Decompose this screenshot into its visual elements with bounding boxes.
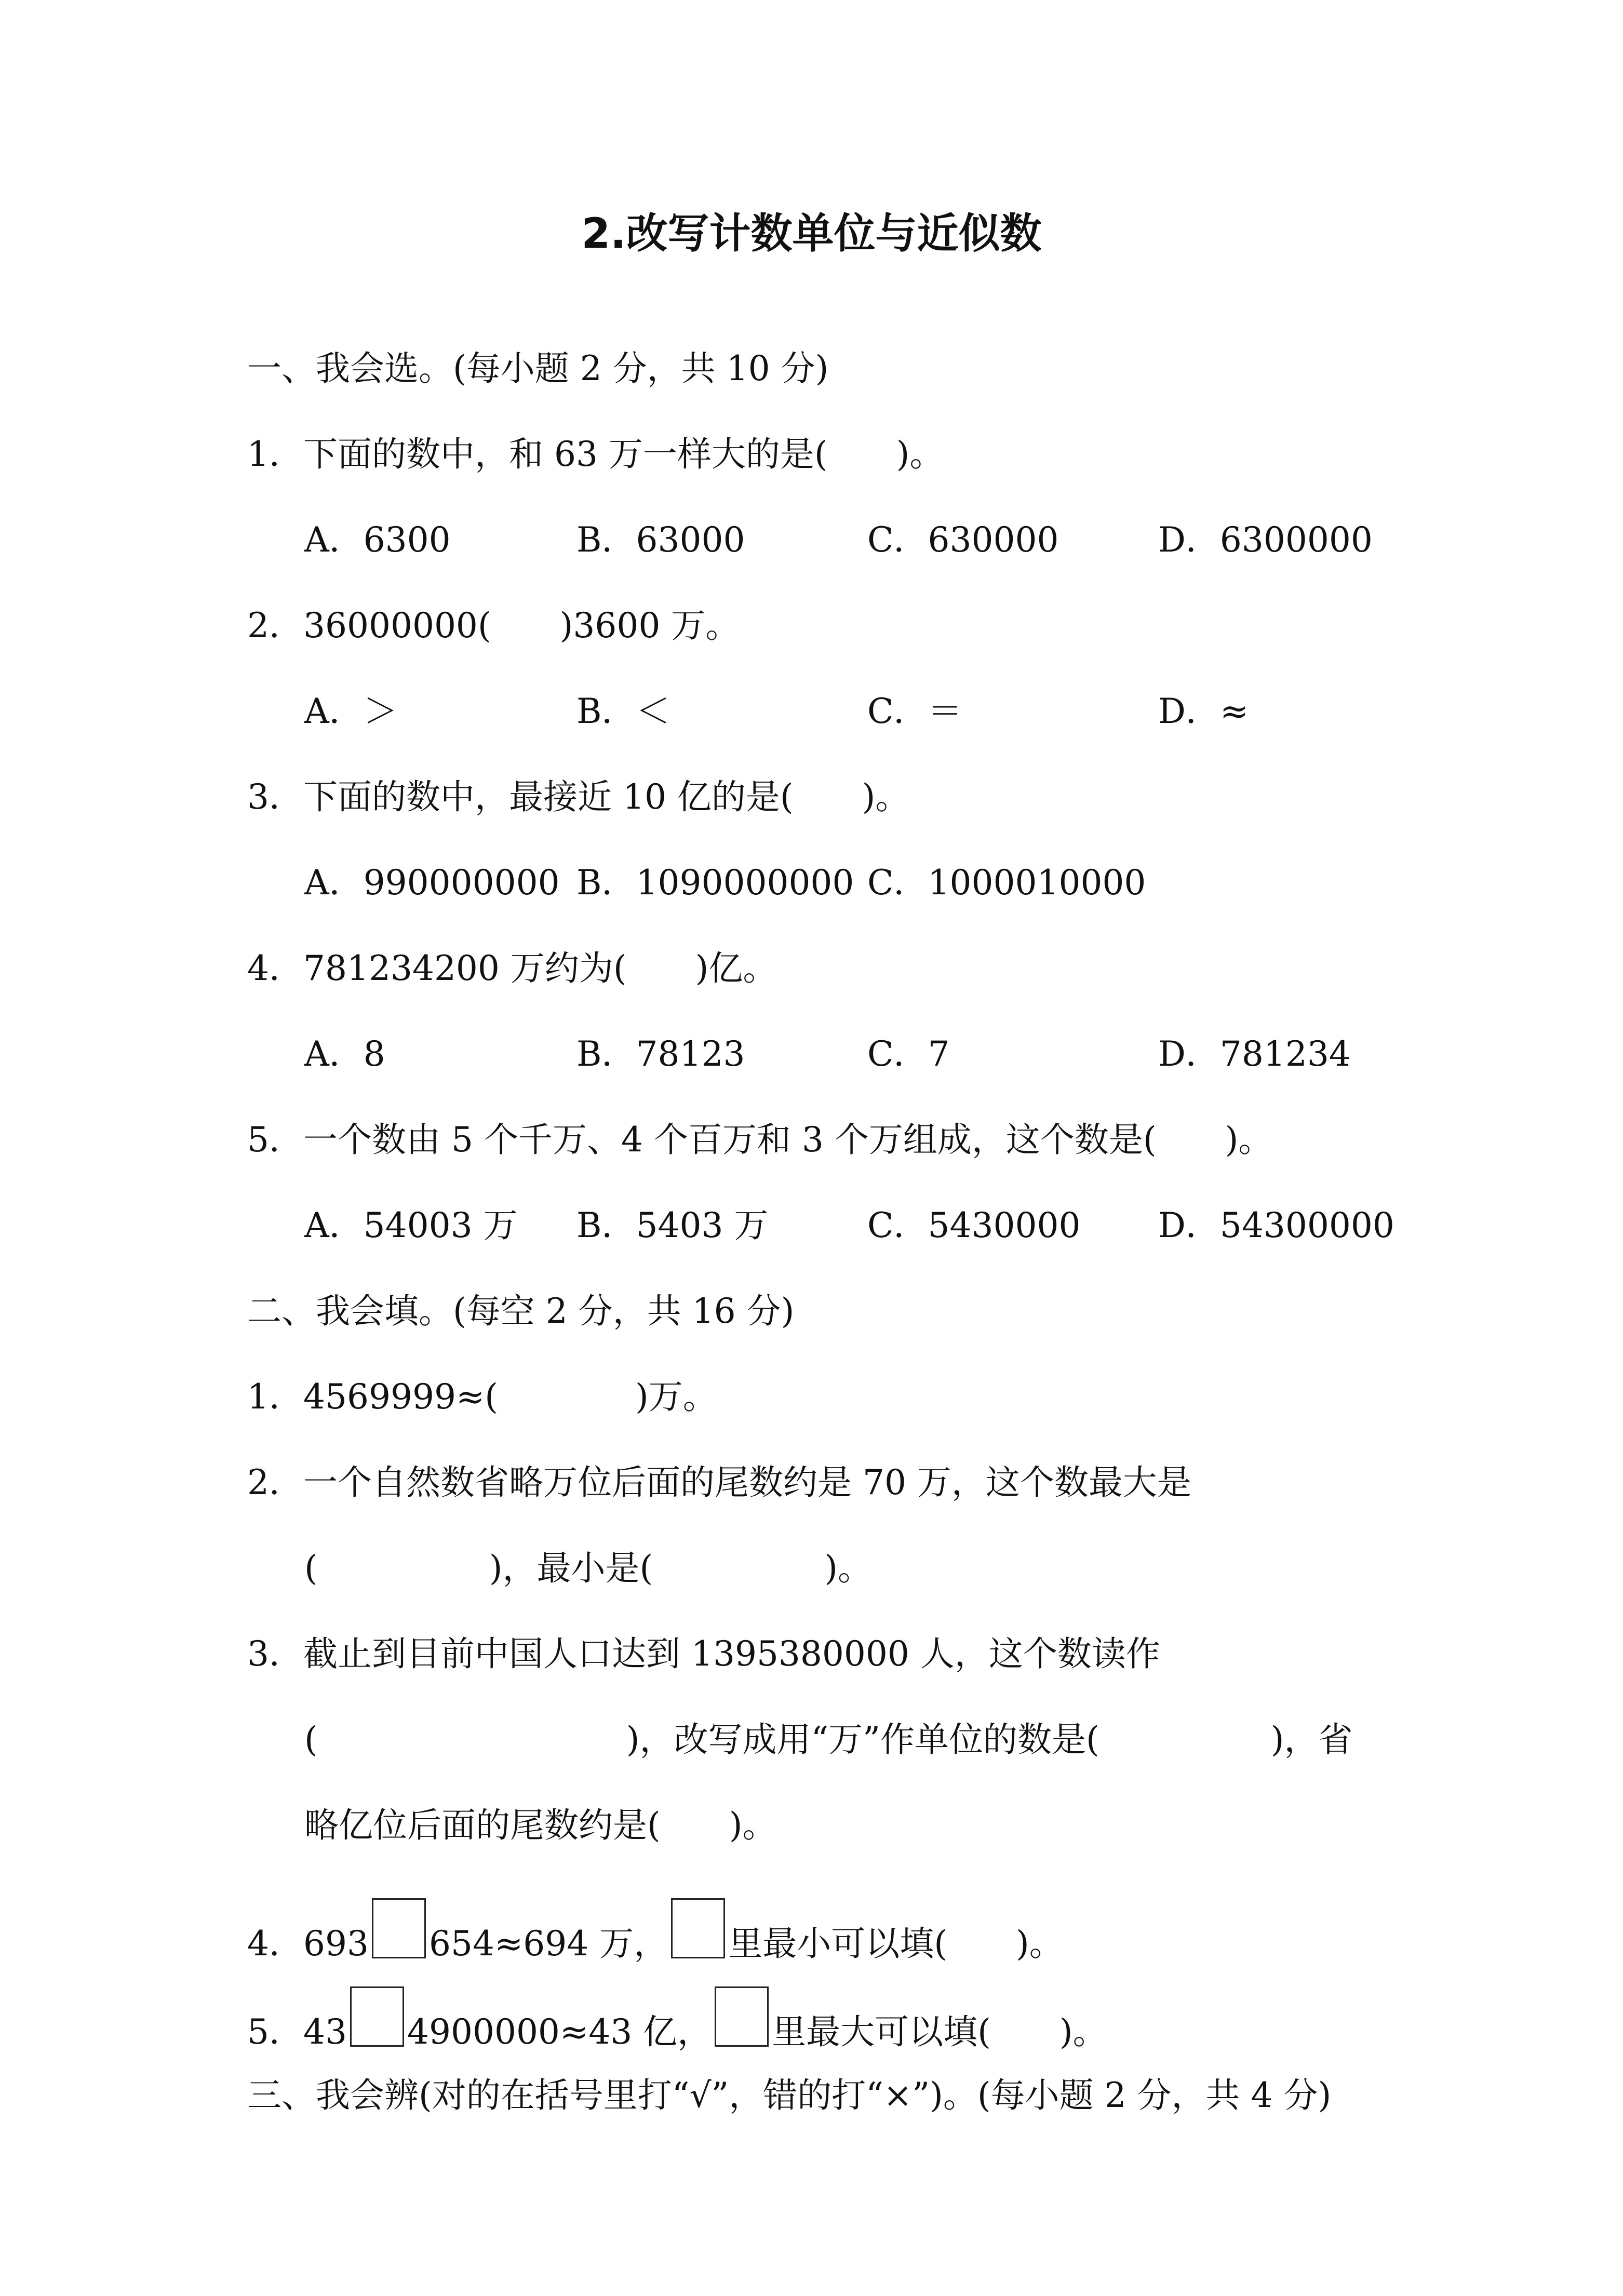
- fill-question-2-line1: 2．一个自然数省略万位后面的尾数约是 70 万，这个数最大是: [247, 1462, 1191, 1502]
- digit-box[interactable]: [350, 1986, 404, 2047]
- question-5-stem: 5．一个数由 5 个千万、4 个百万和 3 个万组成，这个数是( )。: [247, 1120, 1273, 1160]
- question-4-option-b: B．78123: [576, 1034, 745, 1074]
- fill-question-3-line3: 略亿位后面的尾数约是( )。: [304, 1805, 777, 1845]
- question-2-stem: 2．36000000( )3600 万。: [247, 606, 740, 646]
- question-1-option-b: B．63000: [576, 520, 745, 560]
- question-4-stem: 4．781234200 万约为( )亿。: [247, 948, 777, 988]
- section3-header: 三、我会辨(对的在括号里打“√”，错的打“×”)。(每小题 2 分，共 4 分): [247, 2075, 1332, 2115]
- question-4-option-d: D．781234: [1158, 1034, 1351, 1074]
- question-5-option-d: D．54300000: [1158, 1205, 1394, 1245]
- question-1-option-a: A．6300: [304, 520, 451, 560]
- question-5-option-c: C．5430000: [867, 1205, 1081, 1245]
- fill-question-5-middle: 4900000≈43 亿，: [407, 2012, 712, 2052]
- question-1-option-c: C．630000: [867, 520, 1059, 560]
- fill-question-4-prefix: 4．693: [247, 1924, 369, 1964]
- question-2-option-c: C．＝: [867, 691, 962, 731]
- question-4-option-a: A．8: [304, 1034, 385, 1074]
- fill-question-3-line2: ( )，改写成用“万”作单位的数是( )，省: [304, 1720, 1353, 1760]
- digit-box[interactable]: [715, 1986, 769, 2047]
- question-5-option-a: A．54003 万: [304, 1205, 518, 1245]
- digit-box[interactable]: [671, 1898, 725, 1958]
- question-1-option-d: D．6300000: [1158, 520, 1373, 560]
- question-2-option-b: B．＜: [576, 691, 670, 731]
- question-3-option-a: A．990000000: [304, 863, 560, 903]
- question-3-option-c: C．1000010000: [867, 863, 1146, 903]
- question-5-option-b: B．5403 万: [576, 1205, 769, 1245]
- fill-question-3-line1: 3．截止到目前中国人口达到 1395380000 人，这个数读作: [247, 1634, 1160, 1674]
- question-4-option-c: C．7: [867, 1034, 950, 1074]
- fill-question-4-middle: 654≈694 万，: [428, 1924, 668, 1964]
- fill-question-4: [247, 1898, 1064, 1964]
- fill-question-1: 1．4569999≈( )万。: [247, 1377, 717, 1417]
- fill-question-2-line2: ( )，最小是( )。: [304, 1548, 872, 1588]
- question-3-stem: 3．下面的数中，最接近 10 亿的是( )。: [247, 777, 910, 817]
- fill-question-5-prefix: 5．43: [247, 2012, 347, 2052]
- question-2-option-d: D．≈: [1158, 691, 1249, 731]
- section2-header: 二、我会填。(每空 2 分，共 16 分): [247, 1291, 795, 1331]
- page-title: 2.改写计数单位与近似数: [581, 209, 1042, 258]
- fill-question-5: [247, 1986, 1107, 2052]
- section1-header: 一、我会选。(每小题 2 分，共 10 分): [247, 348, 829, 388]
- question-1-stem: 1．下面的数中，和 63 万一样大的是( )。: [247, 434, 944, 474]
- fill-question-5-suffix: 里最大可以填( )。: [772, 2012, 1107, 2052]
- question-2-option-a: A．＞: [304, 691, 398, 731]
- fill-question-4-suffix: 里最小可以填( )。: [728, 1924, 1064, 1964]
- question-3-option-b: B．1090000000: [576, 863, 854, 903]
- digit-box[interactable]: [372, 1898, 426, 1958]
